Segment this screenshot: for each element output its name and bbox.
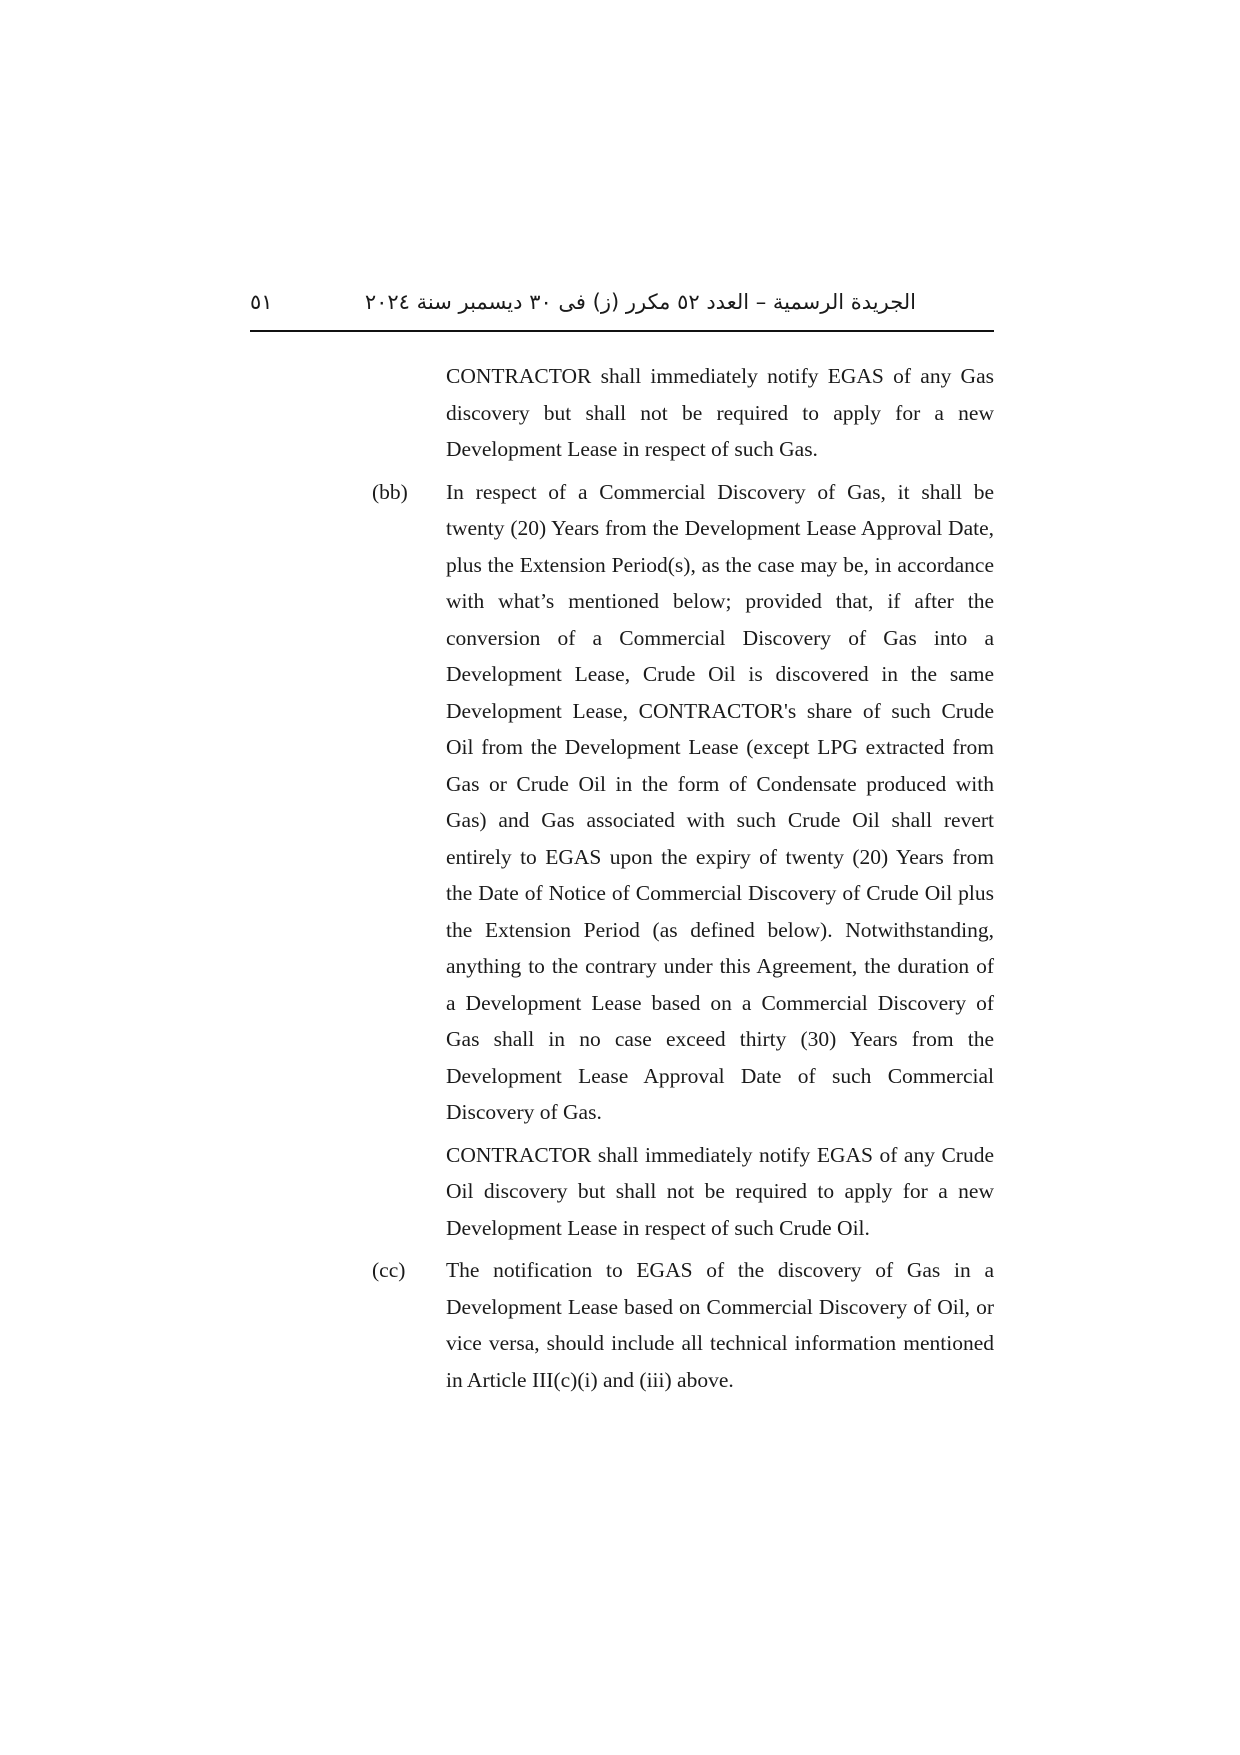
paragraph-label-cc: (cc)	[372, 1258, 406, 1282]
paragraph-contractor-gas-notice	[446, 358, 994, 468]
paragraph-text: The notification to EGAS of the discovery of Gas in a Development Lease based on Commercial Discovery of Oil, or vice versa, should include all technical information mentioned in Article III(c)(i) and (iii) above.	[446, 1258, 994, 1392]
document-body	[372, 358, 994, 1404]
paragraph-text: In respect of a Commercial Discovery of Gas, it shall be twenty (20) Years from the Development Lease Approval Date, plus the Extension Period(s), as the case may be, in accordance with what’s mentioned below; provided that, if after the conversion of a Commercial Discovery of Gas into a Development Lease, Crude Oil is discovered in the same Development Lease, CONTRACTOR's share of such Crude Oil from the Development Lease (except LPG extracted from Gas or Crude Oil in the form of Condensate produced with Gas) and Gas associated with such Crude Oil shall revert entirely to EGAS upon the expiry of twenty (20) Years from the Date of Notice of Commercial Discovery of Crude Oil plus the Extension Period (as defined below). Notwithstanding, anything to the contrary under this Agreement, the duration of a Development Lease based on a Commercial Discovery of Gas shall in no case exceed thirty (30) Years from the Development Lease Approval Date of such Commercial Discovery of Gas.	[446, 479, 994, 1124]
paragraph-text: CONTRACTOR shall immediately notify EGAS of any Gas discovery but shall not be required to apply for a new Development Lease in respect of such Gas.	[446, 364, 994, 461]
paragraph-label-bb: (bb)	[372, 479, 408, 504]
paragraph-contractor-oil-notice	[446, 1137, 994, 1247]
page-header	[250, 282, 994, 332]
page-number: ٥١	[250, 290, 273, 314]
paragraph-bb	[372, 474, 994, 1131]
gazette-title: الجريدة الرسمية – العدد ٥٢ مكرر (ز) فى ٣٠ ديسمبر سنة ٢٠٢٤	[364, 290, 916, 314]
paragraph-text: CONTRACTOR shall immediately notify EGAS of any Crude Oil discovery but shall not be required to apply for a new Development Lease in respect of such Crude Oil.	[446, 1142, 994, 1240]
paragraph-cc	[372, 1252, 994, 1398]
